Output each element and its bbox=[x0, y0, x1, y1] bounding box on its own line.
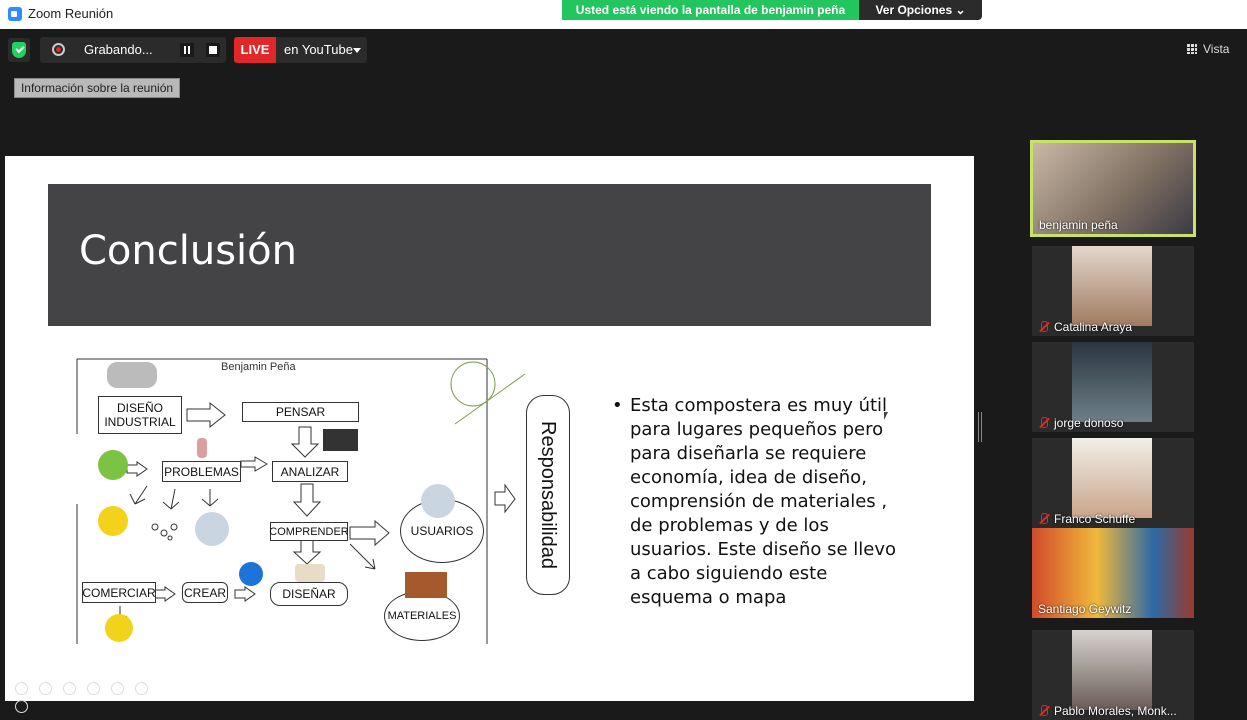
participant-tile[interactable] bbox=[1032, 528, 1194, 618]
coin-icon bbox=[105, 614, 133, 642]
view-button[interactable] bbox=[1180, 38, 1236, 60]
people-icon bbox=[195, 512, 229, 546]
participant-video bbox=[1072, 630, 1152, 710]
participant-name: Pablo Morales, Monk... bbox=[1054, 704, 1177, 718]
slide-title-bar bbox=[48, 184, 931, 326]
participant-name: Catalina Araya bbox=[1054, 320, 1133, 334]
participant-tile[interactable] bbox=[1032, 342, 1194, 432]
muted-mic-icon bbox=[1038, 417, 1050, 429]
coffee-machine-icon bbox=[107, 362, 157, 388]
mouse-cursor-icon bbox=[884, 412, 888, 420]
zoom-icon[interactable] bbox=[111, 682, 124, 695]
pen-icon[interactable] bbox=[63, 682, 76, 695]
participant-video bbox=[1072, 246, 1152, 326]
lightbulb-icon bbox=[323, 429, 358, 451]
node-comerciar: COMERCIAR bbox=[82, 582, 156, 603]
participant-name: Franco Schuffe bbox=[1054, 512, 1136, 526]
recording-indicator bbox=[40, 37, 226, 63]
screen-share-banner bbox=[562, 0, 982, 20]
molecule-icon bbox=[150, 519, 180, 541]
plant-icon bbox=[98, 450, 128, 480]
pause-recording-button[interactable] bbox=[180, 43, 194, 57]
responsabilidad-label: Responsabilidad bbox=[537, 421, 560, 569]
diagram-author: Benjamin Peña bbox=[221, 361, 296, 373]
node-analizar: ANALIZAR bbox=[272, 461, 348, 482]
more-icon[interactable] bbox=[15, 700, 28, 713]
participant-name: jorge donoso bbox=[1054, 416, 1124, 430]
encryption-shield-icon[interactable] bbox=[8, 38, 30, 62]
node-disenar: DISEÑAR bbox=[270, 582, 348, 606]
node-comprender: COMPRENDER bbox=[270, 522, 348, 541]
participant-tile[interactable] bbox=[1032, 438, 1194, 528]
bricks-icon bbox=[405, 572, 447, 598]
chevron-down-icon bbox=[353, 48, 361, 53]
prev-slide-icon[interactable] bbox=[15, 682, 28, 695]
grid-view-icon bbox=[1187, 44, 1197, 54]
window-title: Zoom Reunión bbox=[28, 6, 114, 21]
stop-recording-button[interactable] bbox=[206, 43, 220, 57]
slide-title: Conclusión bbox=[79, 228, 297, 274]
copy-icon[interactable] bbox=[87, 682, 100, 695]
node-crear: CREAR bbox=[182, 582, 228, 603]
live-destination-label: en YouTube bbox=[284, 42, 353, 57]
live-badge: LIVE bbox=[234, 37, 276, 63]
participant-video bbox=[1072, 342, 1152, 422]
muted-mic-icon bbox=[1038, 705, 1050, 717]
bullet-point: • bbox=[612, 395, 623, 416]
view-options-button[interactable]: Ver Opciones ⌄ bbox=[859, 0, 982, 20]
participant-tile[interactable] bbox=[1032, 246, 1194, 336]
bottle-icon bbox=[197, 438, 207, 458]
sketch-icon bbox=[295, 564, 325, 582]
panel-resize-handle[interactable] bbox=[978, 412, 982, 442]
users-group-icon bbox=[421, 484, 455, 518]
participant-name: Santiago Geywitz bbox=[1038, 602, 1132, 616]
view-label: Vista bbox=[1203, 42, 1230, 56]
node-pensar: PENSAR bbox=[242, 402, 359, 422]
node-materiales: MATERIALES bbox=[384, 591, 460, 641]
muted-mic-icon bbox=[1038, 321, 1050, 333]
record-icon bbox=[52, 43, 65, 56]
node-usuarios: USUARIOS bbox=[400, 499, 484, 563]
design-process-diagram bbox=[75, 354, 570, 646]
next-slide-icon[interactable] bbox=[39, 682, 52, 695]
participant-tile[interactable] bbox=[1030, 140, 1196, 237]
participant-name: benjamin peña bbox=[1039, 218, 1118, 232]
slide-toolbar[interactable] bbox=[15, 682, 175, 696]
shared-screen-slide bbox=[5, 156, 974, 701]
recording-label: Grabando... bbox=[84, 42, 153, 57]
node-problemas: PROBLEMAS bbox=[162, 461, 241, 482]
participant-video bbox=[1072, 438, 1152, 518]
zoom-app-icon bbox=[8, 7, 22, 21]
screen-icon[interactable] bbox=[135, 682, 148, 695]
node-diseno-industrial: DISEÑO INDUSTRIAL bbox=[98, 396, 182, 434]
meeting-info-button[interactable]: Información sobre la reunión bbox=[14, 78, 180, 98]
money-icon bbox=[98, 506, 128, 536]
tool-icon bbox=[239, 562, 263, 586]
participant-tile[interactable] bbox=[1032, 630, 1194, 720]
live-stream-indicator[interactable] bbox=[234, 37, 367, 63]
node-responsabilidad bbox=[526, 395, 570, 595]
muted-mic-icon bbox=[1038, 513, 1050, 525]
share-banner-message: Usted está viendo la pantalla de benjamin peña bbox=[562, 0, 859, 20]
bullet-text: Esta compostera es muy útil para lugares pequeños pero para diseñarla se requiere economía, idea de diseño, comprensión de materiales , de problemas y de los usuarios. Este diseño se llevo a cabo siguiendo este esquema o mapa bbox=[630, 395, 897, 608]
